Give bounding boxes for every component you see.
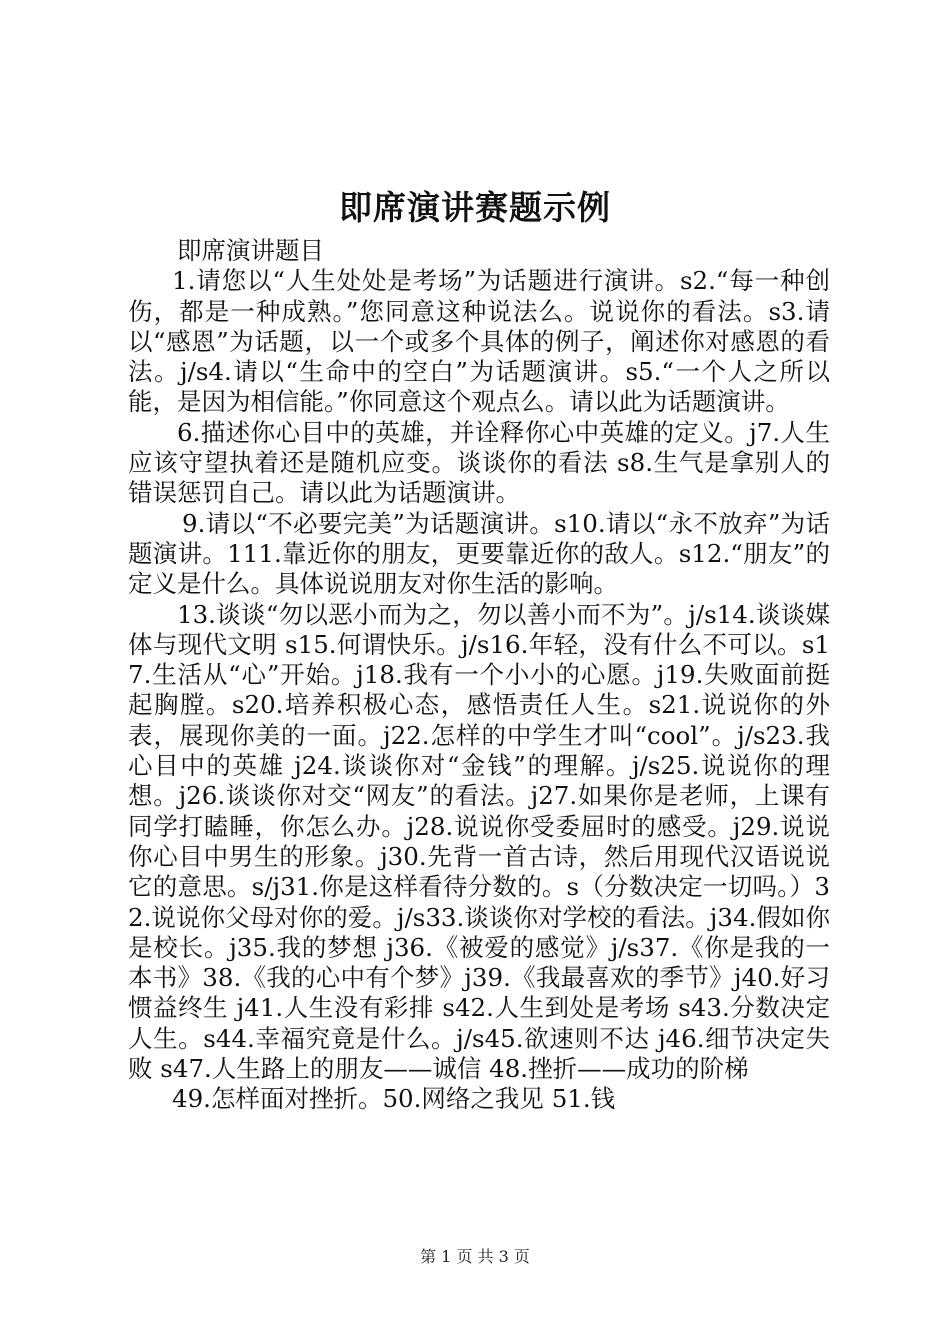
paragraph-1: 1.请您以“人生处处是考场”为话题进行演讲。s2.“每一种创伤，都是一种成熟。”您同意这种说法么。说说你的看法。s3.请以“感恩”为话题，以一个或多个具体的例子，阐述你对感恩的看法。j/s4.请以“生命中的空白”为话题演讲。s5.“一个人之所以能，是因为相信能。”你同意这个观点么。请以此为话题演讲。 (128, 266, 830, 417)
section-heading: 即席演讲题目 (177, 236, 324, 265)
page-number-footer: 第 1 页 共 3 页 (420, 1247, 530, 1266)
paragraph-4: 13.谈谈“勿以恶小而为之，勿以善小而不为”。j/s14.谈谈媒体与现代文明 s15.何谓快乐。j/s16.年轻，没有什么不可以。s17.生活从“心”开始。j18.我有一个小小的心愿。j19.失败面前挺起胸膛。s20.培养积极心态，感悟责任人生。s21.说说你的外表，展现你美的一面。j22.怎样的中学生才叫“cool”。j/s23.我心目中的英雄 j24.谈谈你对“金钱”的理解。j/s25.说说你的理想。j26.谈谈你对交“网友”的看法。j27.如果你是老师，上课有同学打瞌睡，你怎么办。j28.说说你受委屈时的感受。j29.说说你心目中男生的形象。j30.先背一首古诗，然后用现代汉语说说它的意思。s/j31.你是这样看待分数的。s（分数决定一切吗。）32.说说你父母对你的爱。j/s33.谈谈你对学校的看法。j34.假如你是校长。j35.我的梦想 j36.《被爱的感觉》j/s37.《你是我的一本书》38.《我的心中有个梦》j39.《我最喜欢的季节》j40.好习惯益终生 j41.人生没有彩排 s42.人生到处是考场 s43.分数决定人生。s44.幸福究竟是什么。j/s45.欲速则不达 j46.细节决定失败 s47.人生路上的朋友——诚信 48.挫折——成功的阶梯 (128, 599, 830, 1084)
paragraph-5: 49.怎样面对挫折。50.网络之我见 51.钱 (172, 1084, 616, 1114)
paragraph-3: 9.请以“不必要完美”为话题演讲。s10.请以“永不放弃”为话题演讲。111.靠近你的朋友，更要靠近你的敌人。s12.“朋友”的定义是什么。具体说说朋友对你生活的影响。 (128, 508, 830, 599)
document-title: 即席演讲赛题示例 (339, 188, 611, 227)
document-body (128, 236, 830, 1115)
paragraph-2: 6.描述你心目中的英雄，并诠释你心中英雄的定义。j7.人生应该守望执着还是随机应变。谈谈你的看法 s8.生气是拿别人的错误惩罚自己。请以此为话题演讲。 (128, 417, 830, 508)
